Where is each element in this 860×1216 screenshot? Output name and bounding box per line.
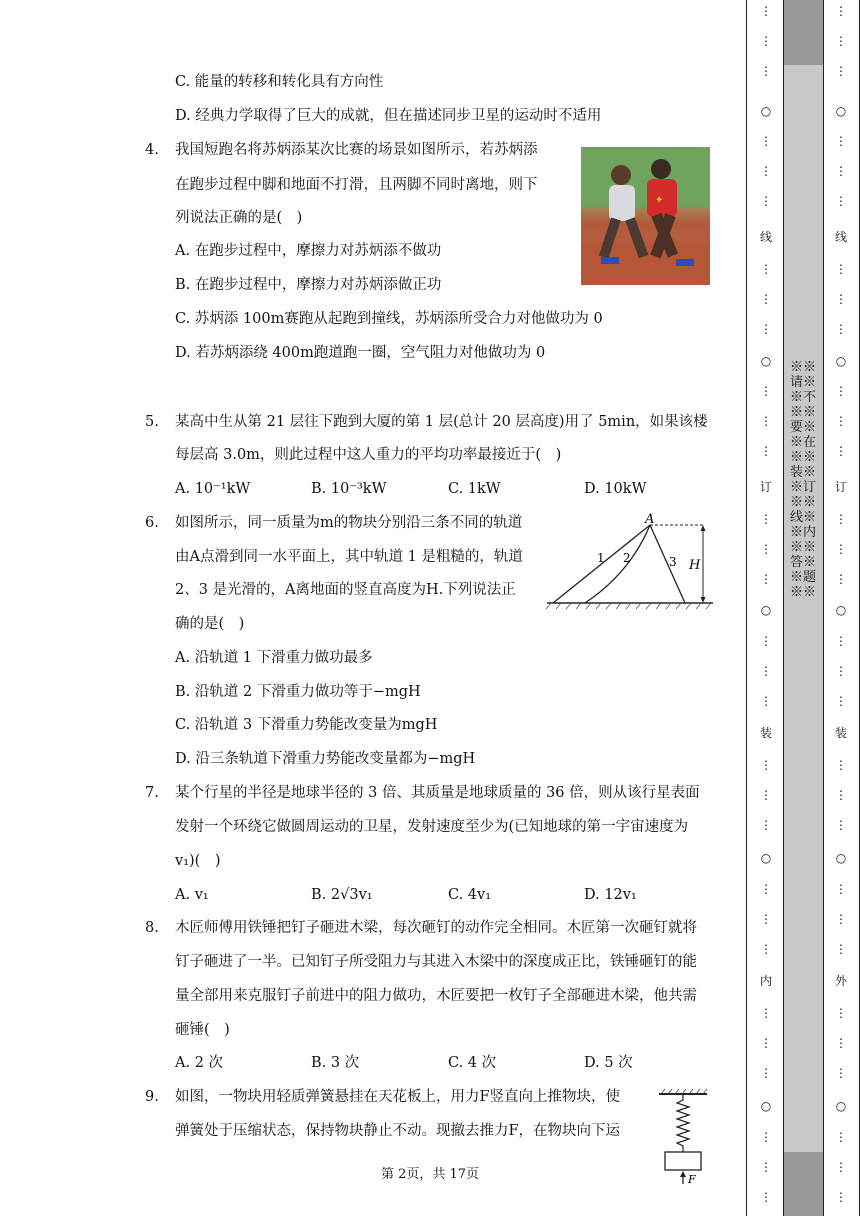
q8-stem-line: 钉子砸进了一半。已知钉子所受阻力与其进入木梁中的深度成正比，铁锤砸钉的能 — [175, 954, 697, 970]
q6-stem-line: 如图所示，同一质量为m的物块分别沿三条不同的轨道 — [175, 515, 523, 531]
q8-number: 8. — [145, 920, 159, 936]
binding-border-mid-right — [823, 0, 824, 1216]
q9-stem-line: 如图，一物块用轻质弹簧悬挂在天花板上，用力F竖直向上推物块，使 — [175, 1089, 621, 1105]
mark-ding: 订 — [759, 480, 772, 494]
q4-stem-line: 列说法正确的是( ) — [175, 210, 303, 226]
q8-option-a: A. 2 次 — [175, 1055, 224, 1071]
q7-option-c: C. 4v₁ — [448, 887, 492, 903]
mark-zhuang: 装 — [834, 726, 847, 740]
q6-option-c: C. 沿轨道 3 下滑重力势能改变量为mgH — [175, 717, 438, 733]
q6-stem-line: 确的是( ) — [175, 616, 245, 632]
q8-option-c: C. 4 次 — [448, 1055, 497, 1071]
q4-option-d: D. 若苏炳添绕 400m跑道跑一圈，空气阻力对他做功为 0 — [175, 345, 546, 361]
q4-number: 4. — [145, 142, 159, 158]
track-3-line — [650, 525, 685, 603]
outer-binding-column: ⋮ ⋮ ⋮ ○ ⋮ ⋮ ⋮ 线 ⋮ ⋮ ⋮ ○ ⋮ ⋮ ⋮ 订 ⋮ ⋮ ⋮ ○ ⋮ ⋮ ⋮ 装 ⋮ ⋮ ⋮ ○ ⋮ ⋮ ⋮ 外 ⋮ ⋮ ⋮ ○ ⋮ ⋮ ⋮ — [834, 4, 847, 1204]
notice-bar-bottom-block — [783, 1152, 823, 1216]
q5-option-c: C. 1kW — [448, 481, 501, 497]
q7-stem-line: v₁)( ) — [175, 853, 221, 869]
q7-stem-line: 某个行星的半径是地球半径的 3 倍、其质量是地球质量的 36 倍，则从该行星表面 — [175, 785, 700, 801]
q5-stem-line: 某高中生从第 21 层往下跑到大厦的第 1 层(总计 20 层高度)用了 5min，如果该楼 — [175, 414, 708, 430]
q6-stem-line: 2、3 是光滑的，A离地面的竖直高度为H.下列说法正 — [175, 582, 516, 598]
spring-coil — [677, 1094, 689, 1152]
mark-nei: 内 — [759, 974, 772, 988]
q5-stem-line: 每层高 3.0m，则此过程中这人重力的平均功率最接近于( ) — [175, 447, 562, 463]
q8-stem-line: 木匠师傅用铁锤把钉子砸进木梁，每次砸钉的动作完全相同。木匠第一次砸钉就将 — [175, 920, 697, 936]
q4-option-c: C. 苏炳添 100m赛跑从起跑到撞线，苏炳添所受合力对他做功为 0 — [175, 311, 603, 327]
track-diagram — [545, 513, 715, 610]
label-track-1: 1 — [597, 551, 605, 565]
q5-option-a: A. 10⁻¹kW — [175, 481, 251, 497]
q8-option-b: B. 3 次 — [311, 1055, 360, 1071]
q4-stem-line: 在跑步过程中脚和地面不打滑，且两脚不同时离地，则下 — [175, 177, 538, 193]
page-footer: 第 2页，共 17页 — [380, 1167, 480, 1182]
binding-border-mid-left — [783, 0, 784, 1216]
sprinter-photo — [581, 147, 710, 285]
q7-option-d: D. 12v₁ — [584, 887, 637, 903]
notice-bar — [783, 0, 823, 1216]
svg-text:✦: ✦ — [655, 195, 664, 206]
q8-stem-line: 砸锤( ) — [175, 1022, 230, 1038]
mark-xian: 线 — [759, 230, 772, 244]
q5-option-b: B. 10⁻³kW — [311, 481, 387, 497]
q9-number: 9. — [145, 1089, 159, 1105]
label-point-a: A — [645, 513, 655, 527]
q6-option-a: A. 沿轨道 1 下滑重力做功最多 — [175, 650, 373, 666]
q4-stem-line: 我国短跑名将苏炳添某次比赛的场景如图所示，若苏炳添 — [175, 142, 538, 158]
q3-option-d: D. 经典力学取得了巨大的成就，但在描述同步卫星的运动时不适用 — [175, 108, 602, 124]
mark-zhuang: 装 — [759, 726, 772, 740]
q3-option-c: C. 能量的转移和转化具有方向性 — [175, 74, 384, 90]
q9-stem-line: 弹簧处于压缩状态，保持物块静止不动。现撤去推力F，在物块向下运 — [175, 1123, 621, 1139]
inner-binding-column: ⋮ ⋮ ⋮ ○ ⋮ ⋮ ⋮ 线 ⋮ ⋮ ⋮ ○ ⋮ ⋮ ⋮ 订 ⋮ ⋮ ⋮ ○ ⋮ ⋮ ⋮ 装 ⋮ ⋮ ⋮ ○ ⋮ ⋮ ⋮ 内 ⋮ ⋮ ⋮ ○ ⋮ ⋮ ⋮ — [759, 4, 772, 1204]
mark-xian: 线 — [834, 230, 847, 244]
q7-option-b: B. 2√3v₁ — [311, 887, 373, 903]
label-force-f: F — [688, 1173, 696, 1184]
label-track-3: 3 — [669, 555, 677, 569]
binding-border-left — [746, 0, 747, 1216]
mark-ding: 订 — [834, 480, 847, 494]
label-height-h: H — [689, 558, 701, 573]
q7-number: 7. — [145, 785, 159, 801]
q5-option-d: D. 10kW — [584, 481, 647, 497]
q8-option-d: D. 5 次 — [584, 1055, 633, 1071]
mark-wai: 外 — [834, 974, 847, 988]
q4-option-a: A. 在跑步过程中，摩擦力对苏炳添不做功 — [175, 243, 442, 259]
q7-stem-line: 发射一个环绕它做圆周运动的卫星，发射速度至少为(已知地球的第一宇宙速度为 — [175, 819, 689, 835]
label-track-2: 2 — [623, 551, 631, 565]
q5-number: 5. — [145, 414, 159, 430]
circle-mark: ○ — [760, 104, 772, 118]
q6-option-b: B. 沿轨道 2 下滑重力做功等于−mgH — [175, 684, 421, 700]
q7-option-a: A. v₁ — [175, 887, 209, 903]
q4-option-b: B. 在跑步过程中，摩擦力对苏炳添做正功 — [175, 277, 442, 293]
binding-notice: ※※请※※不※※要※※在※※装※※订※※线※※内※※答※※题※※ — [790, 360, 817, 600]
q6-option-d: D. 沿三条轨道下滑重力势能改变量都为−mgH — [175, 751, 476, 767]
notice-bar-top-block — [783, 0, 823, 65]
q6-stem-line: 由A点滑到同一水平面上，其中轨道 1 是粗糙的，轨道 — [175, 549, 523, 565]
q6-number: 6. — [145, 515, 159, 531]
q8-stem-line: 量全部用来克服钉子前进中的阻力做功，木匠要把一枚钉子全部砸进木梁，他共需 — [175, 988, 697, 1004]
track-2-curve — [585, 525, 650, 603]
